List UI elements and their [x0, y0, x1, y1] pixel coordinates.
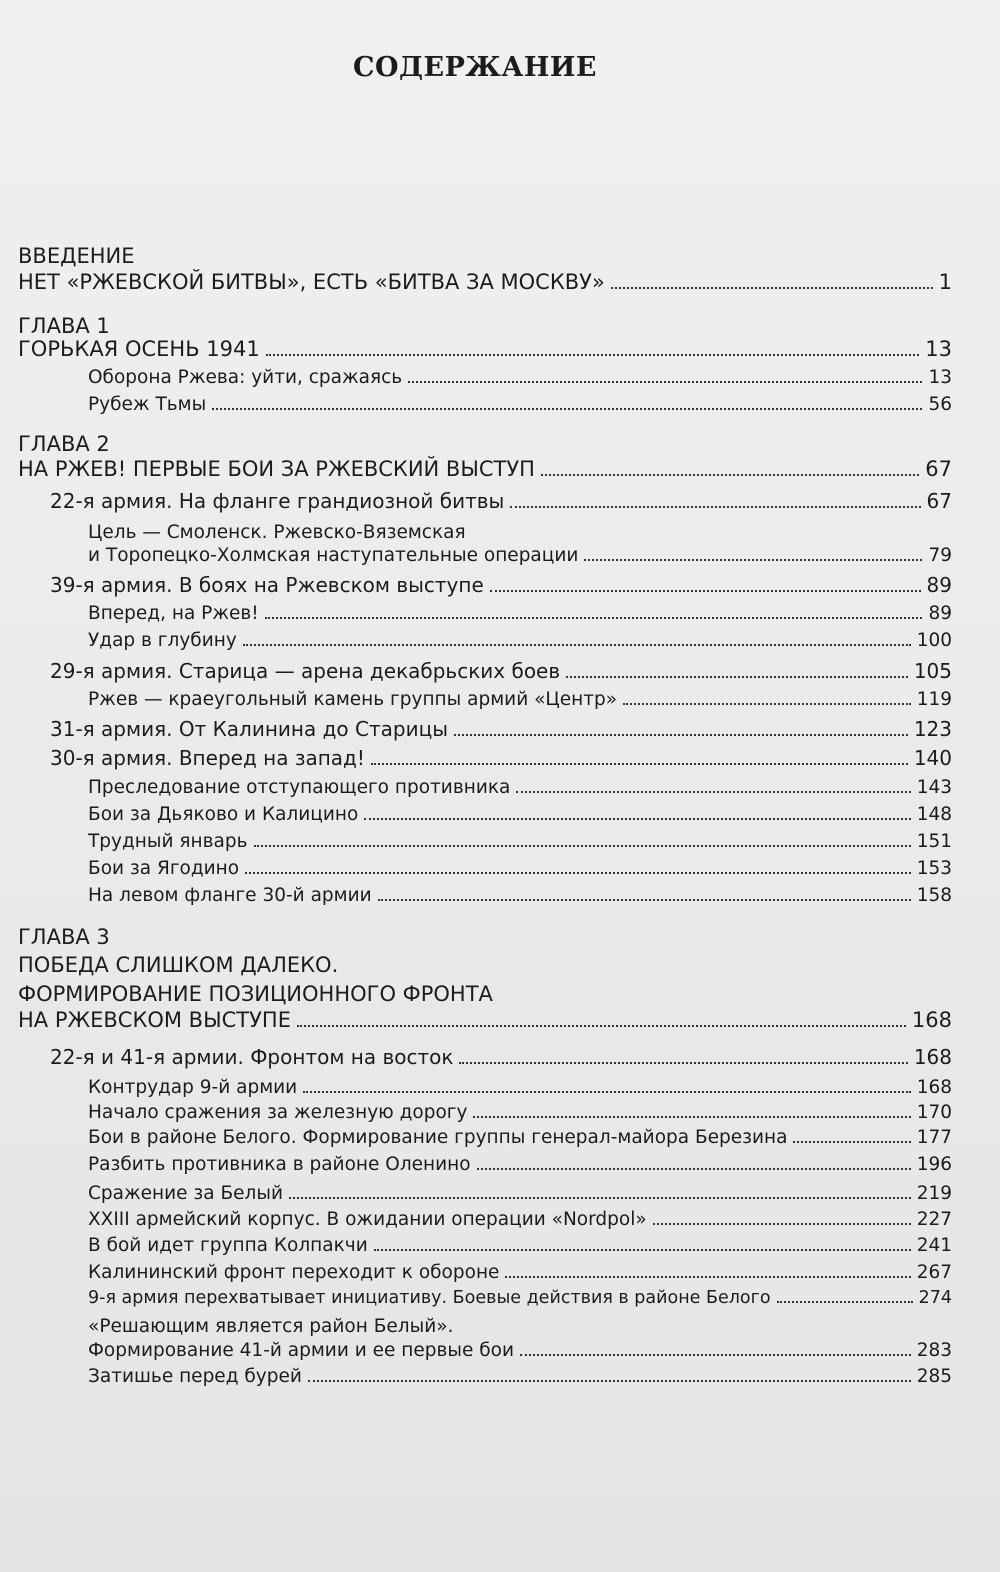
dot-leader: [520, 1354, 911, 1356]
toc-entry[interactable]: [50, 717, 952, 741]
toc-entry-page: 105: [913, 659, 952, 683]
toc-subentry[interactable]: [88, 777, 952, 798]
toc-entry-page: 89: [928, 603, 952, 624]
toc-subentry[interactable]: [88, 831, 952, 852]
toc-entry-page: 13: [925, 337, 952, 361]
toc-subentry[interactable]: [88, 394, 952, 415]
toc-entry-title: 39-я армия. В боях на Ржевском выступе: [50, 573, 484, 597]
toc-entry-title: и Торопецко-Холмская наступательные операции: [88, 545, 579, 566]
toc-entry-title: 22-я армия. На фланге грандиозной битвы: [50, 489, 505, 513]
toc-subentry[interactable]: [88, 1235, 952, 1256]
toc-subentry[interactable]: [88, 630, 952, 651]
toc-entry-page: 274: [918, 1288, 952, 1308]
toc-entry-title: XXIII армейский корпус. В ожидании операции «Nordpol»: [88, 1209, 647, 1230]
toc-entry-title: В бой идет группа Колпакчи: [88, 1235, 368, 1256]
dot-leader: [505, 1276, 910, 1278]
dot-leader: [308, 1380, 911, 1382]
toc-subentry[interactable]: [88, 1340, 952, 1361]
toc-subentry-line: Цель — Смоленск. Ржевско-Вяземская: [88, 522, 466, 543]
dot-leader: [374, 1249, 911, 1251]
toc-subentry[interactable]: [88, 1077, 952, 1098]
toc-entry-page: 158: [916, 885, 952, 906]
toc-entry-page: 140: [913, 746, 952, 770]
toc-entry-title: Бои за Дьяково и Калицино: [88, 804, 359, 825]
dot-leader: [584, 559, 922, 561]
toc-subentry-line: «Решающим является район Белый».: [88, 1316, 454, 1337]
toc-entry-title: Ржев — краеугольный камень группы армий «Центр»: [88, 689, 618, 710]
dot-leader: [243, 644, 911, 646]
toc-entry-page: 143: [916, 777, 952, 798]
toc-subentry[interactable]: [88, 367, 952, 388]
dot-leader: [254, 845, 911, 847]
toc-entry-title: Трудный январь: [88, 831, 248, 852]
toc-entry-page: 148: [916, 804, 952, 825]
toc-subentry[interactable]: [88, 545, 952, 566]
toc-entry-page: 219: [916, 1183, 952, 1204]
toc-entry-page: 67: [925, 457, 952, 481]
toc-subentry[interactable]: [88, 858, 952, 879]
dot-leader: [611, 287, 933, 289]
toc-entry-page: 56: [928, 394, 952, 415]
dot-leader: [265, 617, 923, 619]
dot-leader: [541, 474, 919, 476]
toc-entry-page: 119: [916, 689, 952, 710]
toc-entry-page: 283: [916, 1340, 952, 1361]
dot-leader: [623, 703, 911, 705]
toc-entry-title: Рубеж Тьмы: [88, 394, 207, 415]
toc-entry-page: 285: [916, 1366, 952, 1387]
toc-entry-page: 177: [916, 1127, 952, 1148]
toc-entry-page: 79: [928, 545, 952, 566]
toc-entry-page: 168: [913, 1045, 952, 1069]
dot-leader: [297, 1025, 906, 1027]
toc-entry-page: 170: [916, 1102, 952, 1123]
toc-entry-title: 30-я армия. Вперед на запад!: [50, 746, 365, 770]
dot-leader: [459, 1062, 907, 1064]
toc-subentry[interactable]: [88, 1209, 952, 1230]
toc-entry-title: Калининский фронт переходит к обороне: [88, 1262, 500, 1283]
chapter-title-line: ПОБЕДА СЛИШКОМ ДАЛЕКО.: [18, 953, 339, 977]
toc-entry[interactable]: [18, 270, 952, 294]
page-title: СОДЕРЖАНИЕ: [353, 52, 597, 83]
toc-entry-title: Сражение за Белый: [88, 1183, 284, 1204]
chapter-heading-3: ГЛАВА 3: [18, 925, 110, 949]
toc-subentry[interactable]: [88, 1102, 952, 1123]
dot-leader: [371, 763, 908, 765]
toc-entry[interactable]: [50, 573, 952, 597]
toc-entry-page: 100: [916, 630, 952, 651]
toc-subentry[interactable]: [88, 804, 952, 825]
dot-leader: [653, 1223, 911, 1225]
toc-entry-title: Разбить противника в районе Оленино: [88, 1154, 471, 1175]
toc-entry-title: На левом фланге 30-й армии: [88, 885, 372, 906]
chapter-heading-1: ГЛАВА 1: [18, 314, 110, 338]
chapter-heading-2: ГЛАВА 2: [18, 432, 110, 456]
dot-leader: [303, 1091, 910, 1093]
chapter-title-line: ФОРМИРОВАНИЕ ПОЗИЦИОННОГО ФРОНТА: [18, 982, 493, 1006]
dot-leader: [510, 506, 920, 508]
toc-entry-title: НА РЖЕВСКОМ ВЫСТУПЕ: [18, 1008, 291, 1032]
section-heading-intro: ВВЕДЕНИЕ: [18, 244, 135, 268]
toc-entry-title: НА РЖЕВ! ПЕРВЫЕ БОИ ЗА РЖЕВСКИЙ ВЫСТУП: [18, 457, 535, 481]
dot-leader: [245, 872, 911, 874]
toc-entry[interactable]: [50, 746, 952, 770]
toc-subentry[interactable]: [88, 1288, 952, 1308]
toc-entry-title: Контрудар 9-й армии: [88, 1077, 298, 1098]
dot-leader: [793, 1141, 910, 1143]
toc-entry[interactable]: [50, 659, 952, 683]
toc-entry-page: 241: [916, 1235, 952, 1256]
toc-entry-page: 123: [913, 717, 952, 741]
toc-entry-page: 267: [916, 1262, 952, 1283]
dot-leader: [212, 408, 922, 410]
toc-subentry[interactable]: [88, 1262, 952, 1283]
toc-entry-title: Удар в глубину: [88, 630, 237, 651]
toc-entry-page: 151: [916, 831, 952, 852]
toc-entry-page: 196: [916, 1154, 952, 1175]
dot-leader: [516, 791, 910, 793]
toc-entry-title: Бои в районе Белого. Формирование группы генерал-майора Березина: [88, 1127, 788, 1148]
toc-subentry[interactable]: [88, 689, 952, 710]
toc-entry-title: Затишье перед бурей: [88, 1366, 302, 1387]
toc-entry-page: 168: [916, 1077, 952, 1098]
toc-subentry[interactable]: [88, 1183, 952, 1204]
dot-leader: [490, 590, 921, 592]
toc-entry-page: 13: [928, 367, 952, 388]
toc-entry[interactable]: [18, 457, 952, 481]
toc-entry-title: ГОРЬКАЯ ОСЕНЬ 1941: [18, 337, 260, 361]
toc-entry-title: Начало сражения за железную дорогу: [88, 1102, 468, 1123]
toc-entry-title: Оборона Ржева: уйти, сражаясь: [88, 367, 403, 388]
toc-entry-title: Вперед, на Ржев!: [88, 603, 259, 624]
toc-entry-page: 227: [916, 1209, 952, 1230]
toc-entry-page: 168: [911, 1008, 952, 1032]
dot-leader: [289, 1197, 911, 1199]
toc-entry[interactable]: [18, 1008, 952, 1032]
dot-leader: [364, 818, 910, 820]
toc-subentry[interactable]: [88, 1154, 952, 1175]
toc-entry[interactable]: [18, 337, 952, 361]
toc-entry-page: 1: [938, 270, 952, 294]
toc-entry-title: 29-я армия. Старица — арена декабрьских боев: [50, 659, 561, 683]
dot-leader: [477, 1168, 911, 1170]
toc-entry[interactable]: [50, 489, 952, 513]
toc-subentry[interactable]: [88, 1127, 952, 1148]
toc-entry-page: 67: [926, 489, 952, 513]
dot-leader: [378, 899, 911, 901]
toc-entry-title: Формирование 41-й армии и ее первые бои: [88, 1340, 515, 1361]
toc-entry-title: 9-я армия перехватывает инициативу. Боевые действия в районе Белого: [88, 1288, 771, 1308]
toc-entry-title: 31-я армия. От Калинина до Старицы: [50, 717, 448, 741]
dot-leader: [566, 676, 908, 678]
toc-entry-title: НЕТ «РЖЕВСКОЙ БИТВЫ», ЕСТЬ «БИТВА ЗА МОСКВУ»: [18, 270, 605, 294]
dot-leader: [408, 381, 922, 383]
toc-entry-title: 22-я и 41-я армии. Фронтом на восток: [50, 1045, 454, 1069]
toc-entry-title: Бои за Ягодино: [88, 858, 240, 879]
toc-entry-title: Преследование отступающего противника: [88, 777, 511, 798]
toc-subentry[interactable]: [88, 603, 952, 624]
dot-leader: [777, 1301, 913, 1303]
toc-entry[interactable]: [50, 1045, 952, 1069]
dot-leader: [454, 734, 908, 736]
toc-subentry[interactable]: [88, 885, 952, 906]
dot-leader: [473, 1116, 910, 1118]
toc-entry-page: 89: [926, 573, 952, 597]
toc-subentry[interactable]: [88, 1366, 952, 1387]
toc-entry-page: 153: [916, 858, 952, 879]
dot-leader: [266, 354, 920, 356]
